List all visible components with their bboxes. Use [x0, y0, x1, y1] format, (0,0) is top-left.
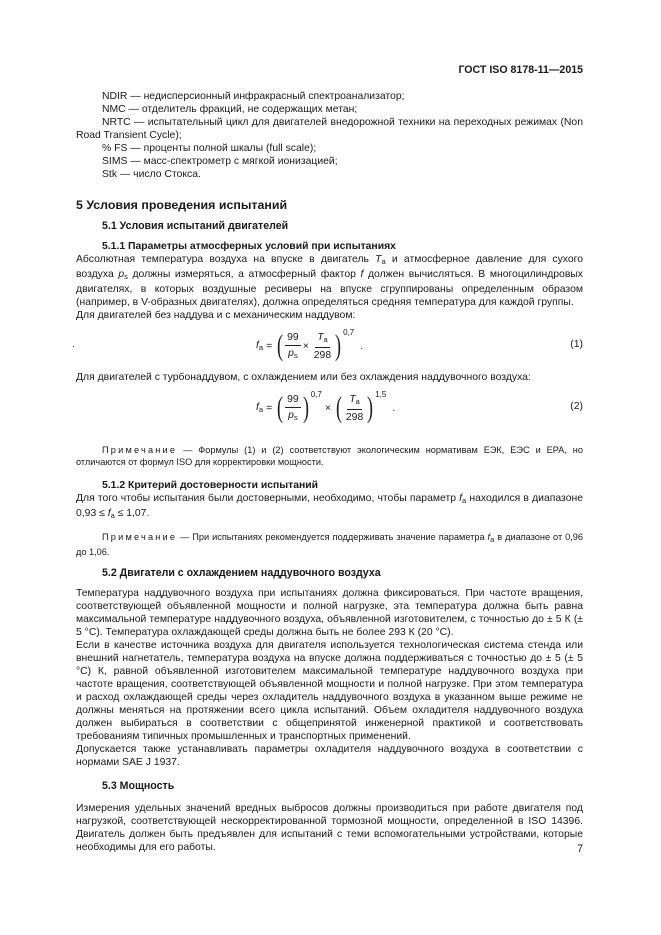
formula-end-dot: . [360, 340, 364, 352]
fraction-ta-298 [344, 393, 365, 424]
paren-close: ) [302, 391, 309, 424]
numerator: 99 [285, 393, 301, 408]
den-sub: s [293, 350, 298, 360]
text-run: находился в диапазоне 0,93 ≤ [76, 493, 583, 519]
times-sign: × [324, 402, 331, 414]
fraction-ta-298 [312, 331, 333, 362]
paragraph-validity [76, 492, 583, 522]
text-run: должны измеряться, а атмосферный фактор [127, 269, 361, 280]
section-5-1-title: 5.1 Условия испытаний двигателей [102, 220, 289, 232]
formula-lead-dot: . [72, 339, 75, 350]
text-run: Абсолютная температура воздуха на впуске в двигатель [76, 254, 376, 265]
lhs-symbol: f [256, 401, 259, 413]
denominator: 298 [313, 349, 332, 361]
note-text: — При испытаниях рекомендуется поддерживать значение параметра [177, 532, 488, 542]
abbrev-item [76, 155, 583, 168]
abbrev-text: Stk — число Стокса. [102, 169, 201, 180]
note-text: в диапазоне от 0,96 до 1,06. [76, 532, 583, 557]
numerator: 99 [285, 331, 301, 346]
times-sign: × [302, 340, 309, 352]
formula-1-body [256, 324, 366, 368]
document-header: ГОСТ ISO 8178-11—2015 [458, 64, 583, 76]
formula-lhs [256, 401, 263, 416]
numerator [315, 331, 330, 348]
abbreviation-list [76, 90, 583, 181]
formula-number: (2) [570, 401, 583, 412]
formula-2-body [256, 386, 398, 430]
num-sub: a [323, 334, 328, 344]
formula-end-dot: . [392, 402, 396, 414]
symbol-p: p [118, 269, 125, 280]
section-5-title: 5 Условия проведения испытаний [76, 198, 288, 212]
symbol-f: f [360, 269, 364, 280]
page-number: 7 [577, 843, 583, 855]
abbrev-text: SIMS — масс-спектрометр с мягкой ионизацией; [102, 156, 338, 167]
section-5-3-title: 5.3 Мощность [102, 780, 175, 792]
paragraph-power: Измерения удельных значений вредных выбросов должны производиться при работе двигателя под нагрузкой, соответствующей нескорректированной тормозной мощности, определенной в ISO 14396. Двигатель должен быть предъявлен для испытаний с теми вспомогательными устройствами, которые необходимы для его работы. [76, 803, 583, 853]
symbol-f: f [107, 508, 111, 519]
num-symbol: T [349, 393, 356, 405]
text-run: Для того чтобы испытания были достоверными, необходимо, чтобы параметр [76, 493, 460, 504]
num-sub: a [355, 396, 360, 406]
den-symbol: p [288, 347, 294, 359]
page-content [72, 90, 583, 854]
note-text: — Формулы (1) и (2) соответствуют экологическим нормативам ЕЭК, ЕЭС и EPA, но отличаются от формул ISO для корректировки мощности. [76, 445, 583, 467]
numerator [347, 393, 362, 410]
paragraph-charge-air-2: Если в качестве источника воздуха для двигателя используется технологическая система стенда или внешний нагнетатель, температура воздуха на впуске должна поддерживаться с точностью до ± 5 (± 5 °С) К, равной объявленной изготовителем максимальной температуре наддувочного воздуха при частоте вращения, соответствующей объявленной мощности и полной нагрузке. При этом температура и расход охлаждающей среды через охладитель наддувочного воздуха в указанном выше режиме не должны меняться на протяжении всего цикла испытаний. Объем охладителя наддувочного воздуха должен выбираться в соответствии с общепринятой инженерной практикой и соответствовать требованиям типичных промышленных и транспортных применений. [76, 640, 583, 742]
abbrev-item [76, 168, 583, 181]
subscript-a: a [110, 511, 115, 520]
text-run: и атмосферное давление для сухого воздуха [76, 254, 583, 280]
paren-open: ( [335, 391, 342, 424]
formula-lhs [256, 339, 263, 354]
abbrev-text: % FS — проценты полной шкалы (full scale); [102, 143, 317, 154]
symbol-T: T [375, 254, 382, 265]
subscript-a: a [462, 496, 467, 505]
note-1 [76, 444, 583, 468]
lhs-sub: a [258, 404, 264, 414]
text-run: должен вычисляться. В многоцилиндровых двигателях, в которых воздушные ресиверы на впуске сгруппированы определенным образом (например, в V-образных двигателях), должна определяться средняя температура для каждой группы. [76, 269, 583, 308]
paren-close: ) [335, 329, 342, 362]
note-label: Примечание [102, 445, 178, 455]
fraction-99-ps [285, 331, 301, 362]
section-5-1-2-title: 5.1.2 Критерий достоверности испытаний [102, 480, 319, 491]
abbrev-item [76, 90, 583, 103]
abbrev-item [76, 142, 583, 155]
num-symbol: T [317, 331, 324, 343]
paragraph-charge-air-1: Температура наддувочного воздуха при испытаниях должна фиксироваться. При частоте вращения, соответствующей объявленной мощности и полной нагрузке, эта температура должна быть равна максимальной температуре наддувочного воздуха, объявленной изготовителем, с точностью до ± 5 К (± 5 °С). Температура охлаждающей среды должна быть не более 293 К (20 °С). [76, 588, 583, 638]
exponent: 0,7 [310, 390, 322, 399]
abbrev-text: NMC — отделитель фракций, не содержащих метан; [102, 104, 358, 115]
paragraph-charge-air-3: Допускается также устанавливать параметры охладителя наддувочного воздуха в соответствии с нормами SAE J 1937. [76, 744, 583, 768]
symbol-f: f [459, 493, 463, 504]
formula-2 [76, 386, 583, 430]
denominator [286, 346, 300, 362]
exponent: 1,5 [375, 390, 387, 399]
paragraph-turbo: Для двигателей с турбонаддувом, с охлаждением или без охлаждения наддувочного воздуха: [76, 372, 531, 383]
symbol-f: f [487, 532, 491, 542]
subscript-a: a [381, 257, 386, 266]
formula-number: (1) [570, 339, 583, 350]
abbrev-item [76, 116, 583, 142]
paren-close: ) [367, 391, 374, 424]
text-run: ≤ 1,07. [114, 508, 150, 519]
abbrev-text: NRTC — испытательный цикл для двигателей внедорожной техники на переходных режимах (Non Road Transient Cycle); [76, 117, 583, 141]
den-symbol: p [288, 409, 294, 421]
paragraph-no-supercharge: Для двигателей без наддува и с механическим наддувом: [76, 310, 356, 321]
equals-sign: = [266, 340, 273, 352]
fraction-99-ps [285, 393, 301, 424]
den-sub: s [293, 412, 298, 422]
section-5-2-title: 5.2 Двигатели с охлаждением наддувочного воздуха [102, 567, 381, 579]
section-5-1-1-title: 5.1.1 Параметры атмосферных условий при испытаниях [102, 241, 396, 252]
lhs-symbol: f [256, 339, 259, 351]
subscript-s: s [124, 272, 128, 281]
abbrev-item [76, 103, 583, 116]
note-2 [76, 531, 583, 558]
paragraph-atmospheric [76, 253, 583, 309]
formula-1 [72, 324, 583, 368]
paren-open: ( [277, 329, 284, 362]
exponent: 0,7 [343, 328, 355, 337]
note-label: Примечание [102, 532, 178, 542]
abbrev-text: NDIR — недисперсионный инфракрасный спектроанализатор; [102, 91, 405, 102]
equals-sign: = [266, 402, 273, 414]
denominator [286, 408, 300, 424]
paren-open: ( [277, 391, 284, 424]
subscript-a: a [490, 535, 495, 544]
denominator: 298 [345, 411, 364, 423]
lhs-sub: a [258, 342, 264, 352]
